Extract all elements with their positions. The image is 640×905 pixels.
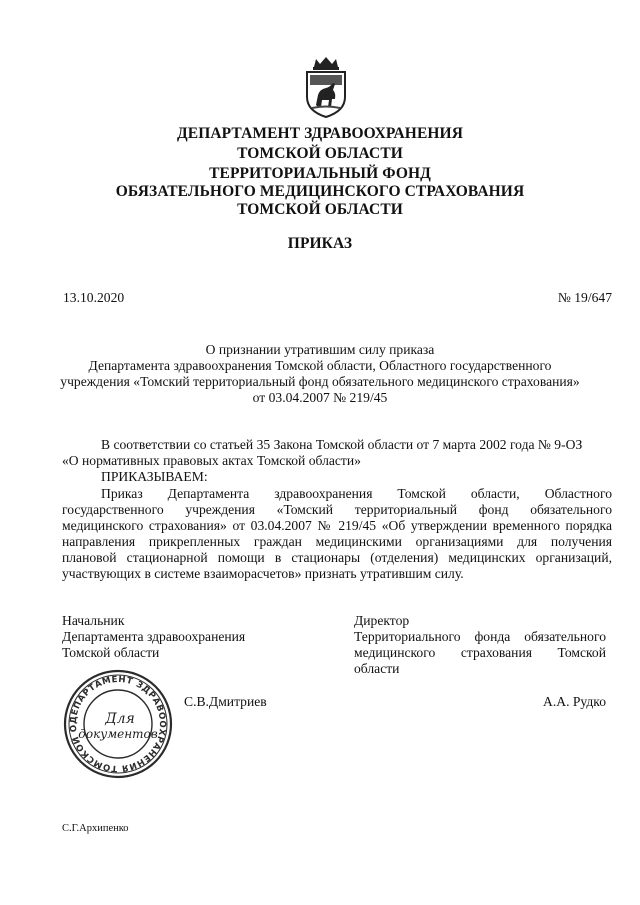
header-region-line-2: ТОМСКОЙ ОБЛАСТИ <box>237 201 403 218</box>
order-number: № 19/647 <box>557 290 612 305</box>
coat-of-arms-emblem <box>302 55 350 119</box>
document-type: ПРИКАЗ <box>287 235 353 252</box>
title-line: Департамента здравоохранения Томской области, Областного государственного <box>88 358 552 373</box>
title-line: от 03.04.2007 № 219/45 <box>252 390 388 405</box>
body-text-line: плановой стационарной помощи в стационары (отделения) медицинских организаций, <box>62 550 612 565</box>
title-line: учреждения «Томский территориальный фонд обязательного медицинского страхования» <box>60 374 580 389</box>
body-text-line: направления прикрепленных граждан медицинскими организациями для получения <box>62 534 612 549</box>
title-line: О признании утратившим силу приказа <box>205 342 435 357</box>
order-command: ПРИКАЗЫВАЕМ: <box>101 469 208 484</box>
left-signer-position: Департамента здравоохранения <box>62 629 246 644</box>
executor-name: С.Г.Архипенко <box>62 823 129 834</box>
right-signer-position: области <box>354 661 400 676</box>
right-signer-name: А.А. Рудко <box>543 694 606 709</box>
body-text-line: Приказ Департамента здравоохранения Томской области, Областного <box>101 486 612 501</box>
seal-ring-text: ДЕПАРТАМЕНТ ЗДРАВООХРАНЕНИЯ ТОМСКОЙ О <box>68 674 168 774</box>
body-intro-line: «О нормативных правовых актах Томской области» <box>62 453 361 468</box>
right-signer-position: Директор <box>354 613 410 628</box>
right-signer-position: Территориального фонда обязательного <box>354 629 606 644</box>
body-intro-line: В соответствии со статьей 35 Закона Томской области от 7 марта 2002 года № 9-ОЗ <box>101 437 583 452</box>
official-seal-stamp <box>62 668 174 780</box>
seal-center-text: документов <box>78 727 158 741</box>
right-signer-position: медицинского страхования Томской <box>354 645 606 660</box>
body-text-line: медицинского страхования» от 03.04.2007 № 219/45 «Об утверждении временного порядка <box>62 518 612 533</box>
left-signer-position: Начальник <box>62 613 125 628</box>
header-insurance-line: ОБЯЗАТЕЛЬНОГО МЕДИЦИНСКОГО СТРАХОВАНИЯ <box>115 183 525 200</box>
header-region-line: ТОМСКОЙ ОБЛАСТИ <box>237 145 403 162</box>
body-text-line: участвующих в системе взаиморасчетов» признать утратившим силу. <box>62 566 464 581</box>
header-fund-line: ТЕРРИТОРИАЛЬНЫЙ ФОНД <box>209 165 431 182</box>
left-signer-name: С.В.Дмитриев <box>184 694 267 709</box>
body-text-line: государственного учреждения «Томский территориальный фонд обязательного <box>62 502 612 517</box>
order-date: 13.10.2020 <box>63 290 125 305</box>
seal-center-text: Для <box>105 711 135 727</box>
left-signer-position: Томской области <box>62 645 160 660</box>
header-department-line: ДЕПАРТАМЕНТ ЗДРАВООХРАНЕНИЯ <box>177 125 463 142</box>
